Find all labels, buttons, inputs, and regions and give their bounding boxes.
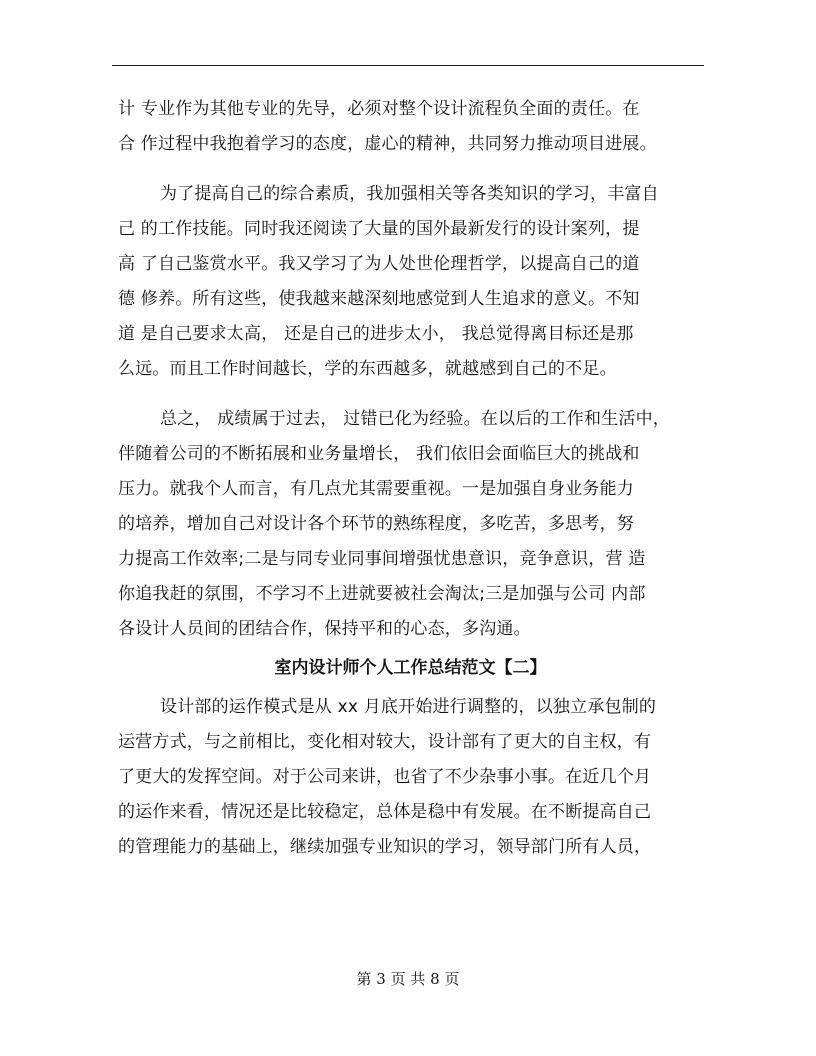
text-line: 计 专业作为其他专业的先导，必须对整个设计流程负全面的责任。在 bbox=[118, 99, 640, 119]
text-line: 的管理能力的基础上，继续加强专业知识的学习，领导部门所有人员， bbox=[118, 837, 652, 857]
text-line: 合 作过程中我抱着学习的态度，虚心的精神，共同努力推动项目进展。 bbox=[118, 134, 657, 154]
text-line: 总之， 成绩属于过去， 过错已化为经验。在以后的工作和生活中， bbox=[160, 409, 671, 429]
section-heading: 室内设计师个人工作总结范文【二】 bbox=[274, 658, 547, 678]
text-line: 的运作来看，情况还是比较稳定，总体是稳中有发展。在不断提高自己 bbox=[118, 802, 652, 822]
text-line: 德 修养。所有这些，使我越来越深刻地感觉到人生追求的意义。不知 bbox=[118, 289, 640, 309]
text-line: 你追我赶的氛围，不学习不上进就要被社会淘汰;三是加强与公司 内部 bbox=[118, 584, 646, 604]
paragraph-1 bbox=[118, 92, 703, 162]
text-line: 运营方式，与之前相比，变化相对较大，设计部有了更大的自主权，有 bbox=[118, 732, 652, 752]
text-line: 的培养，增加自己对设计各个环节的熟练程度，多吃苦，多思考，努 bbox=[118, 514, 634, 534]
paragraph-4 bbox=[118, 690, 703, 865]
text-line: 己 的工作技能。同时我还阅读了大量的国外最新发行的设计案列，提 bbox=[118, 219, 640, 239]
paragraph-2 bbox=[118, 177, 703, 387]
text-line: 伴随着公司的不断拓展和业务量增长， 我们依旧会面临巨大的挑战和 bbox=[118, 444, 640, 464]
text-line: 道 是自己要求太高， 还是自己的进步太小， 我总觉得离目标还是那 bbox=[118, 324, 634, 344]
text-line: 了更大的发挥空间。对于公司来讲，也省了不少杂事小事。在近几个月 bbox=[118, 767, 652, 787]
page-footer: 第 3 页 共 8 页 bbox=[356, 970, 460, 988]
paragraph-gap bbox=[118, 387, 703, 402]
paragraph-gap bbox=[118, 162, 703, 177]
text-line: 力提高工作效率;二是与同专业同事间增强忧患意识，竞争意识，营 造 bbox=[118, 549, 646, 569]
text-line: 各设计人员间的团结合作，保持平和的心态，多沟通。 bbox=[118, 619, 531, 639]
text-line: 设计部的运作模式是从 xx 月底开始进行调整的，以独立承包制的 bbox=[160, 697, 657, 717]
paragraph-3 bbox=[118, 402, 703, 647]
text-line: 高 了自己鉴赏水平。我又学习了为人处世伦理哲学，以提高自己的道 bbox=[118, 254, 640, 274]
text-line: 为了提高自己的综合素质，我加强相关等各类知识的学习，丰富自 bbox=[160, 184, 659, 204]
document-body bbox=[118, 92, 703, 865]
header-rule bbox=[112, 65, 704, 66]
text-line: 压力。就我个人而言，有几点尤其需要重视。一是加强自身业务能力 bbox=[118, 479, 634, 499]
text-line: 么远。而且工作时间越长，学的东西越多，就越感到自己的不足。 bbox=[118, 359, 617, 379]
